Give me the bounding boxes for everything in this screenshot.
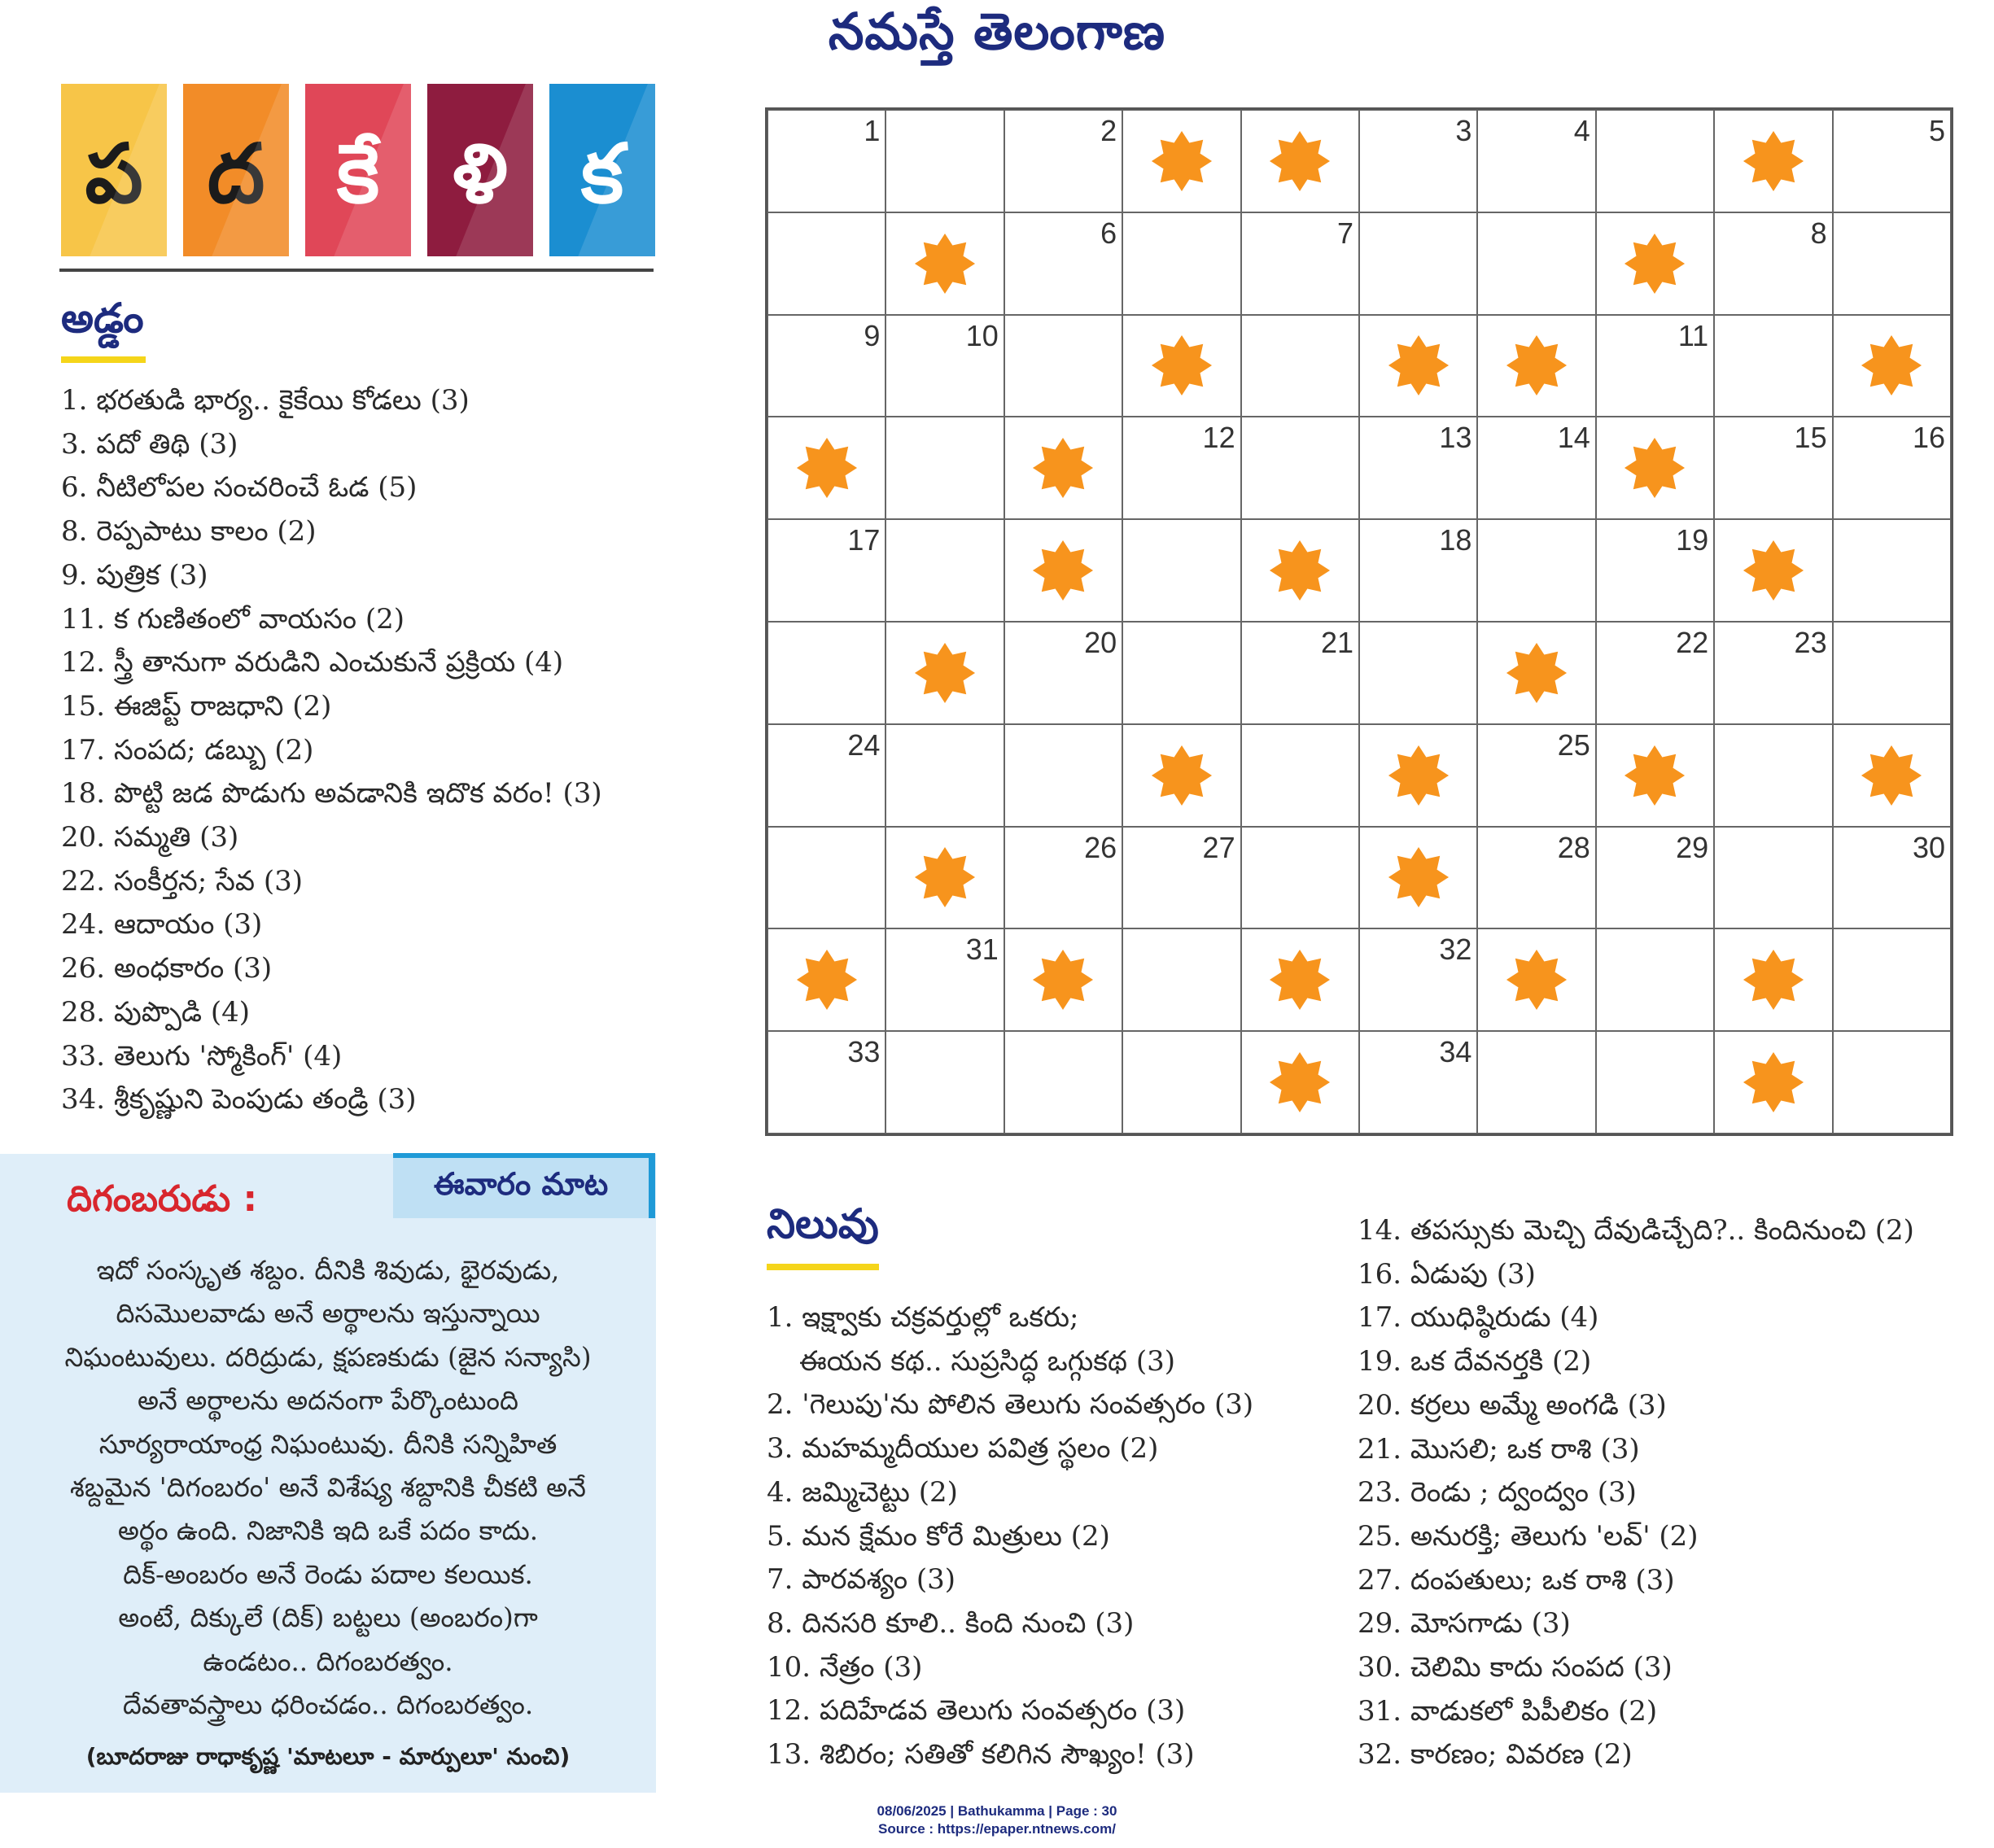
cell-number: 27 xyxy=(1202,830,1235,864)
grid-cell[interactable] xyxy=(1122,417,1240,519)
word-body-line: సూర్యరాయాంధ్ర నిఘంటువు. దీనికి సన్నిహిత xyxy=(98,1428,558,1460)
footer-page-info: 08/06/2025 | Bathukamma | Page : 30 xyxy=(877,1803,1117,1819)
cell-number: 21 xyxy=(1320,626,1353,659)
star-block-cell xyxy=(1714,110,1832,212)
down-clue: 16. ఏడుపు (3) xyxy=(1358,1257,1536,1291)
down-clue: 3. మహమ్మదీయుల పవిత్ర స్థలం (2) xyxy=(767,1432,1159,1466)
across-clue: 22. సంకీర్తన; సేవ (3) xyxy=(61,864,304,898)
grid-cell[interactable] xyxy=(1241,417,1359,519)
down-clue: 21. మొసలి; ఒక రాశి (3) xyxy=(1358,1432,1640,1466)
cell-number: 9 xyxy=(864,318,881,352)
down-clue-list-2 xyxy=(1358,1209,1914,1777)
grid-cell[interactable] xyxy=(1596,315,1714,417)
star-block-cell xyxy=(1596,724,1714,827)
star-block-cell xyxy=(885,827,1004,929)
logo-tile-2: ద xyxy=(183,84,289,256)
logo-tile-3: కే xyxy=(305,84,411,256)
grid-cell[interactable] xyxy=(1241,315,1359,417)
star-block-cell xyxy=(1359,827,1477,929)
cell-number: 12 xyxy=(1202,421,1235,455)
grid-cell[interactable] xyxy=(1359,1031,1477,1134)
grid-cell[interactable] xyxy=(885,1031,1004,1134)
grid-cell[interactable] xyxy=(885,724,1004,827)
down-clue-list-1 xyxy=(767,1296,1253,1777)
grid-cell[interactable] xyxy=(1714,212,1832,315)
cell-number: 1 xyxy=(864,114,881,147)
grid-cell[interactable] xyxy=(1596,827,1714,929)
grid-cell[interactable] xyxy=(767,519,885,622)
word-of-week-source: (బూదరాజు రాధాకృష్ణ 'మాటలూ - మార్పులూ' నుంచి) xyxy=(85,1743,571,1770)
down-clue: 10. నేత్రం (3) xyxy=(767,1650,923,1684)
cell-number: 28 xyxy=(1557,830,1590,864)
star-block-cell xyxy=(1241,1031,1359,1134)
grid-cell[interactable] xyxy=(1596,1031,1714,1134)
grid-cell[interactable] xyxy=(1241,827,1359,929)
down-clue: 30. చెలిమి కాదు సంపద (3) xyxy=(1358,1651,1673,1684)
cell-number: 11 xyxy=(1677,318,1709,352)
cell-number: 32 xyxy=(1439,933,1472,967)
grid-cell[interactable] xyxy=(1596,928,1714,1031)
down-clue: 4. జమ్మిచెట్టు (2) xyxy=(767,1475,958,1509)
down-clue: 8. దినసరి కూలి.. కింది నుంచి (3) xyxy=(767,1606,1135,1640)
down-clue: 29. మోసగాడు (3) xyxy=(1358,1607,1571,1640)
grid-cell[interactable] xyxy=(1122,1031,1240,1134)
word-of-week-body xyxy=(33,1249,623,1727)
grid-cell[interactable] xyxy=(1714,315,1832,417)
logo-tile-1: ప xyxy=(61,84,167,256)
grid-cell[interactable] xyxy=(1241,212,1359,315)
logo-divider xyxy=(59,269,654,272)
cell-number: 2 xyxy=(1100,114,1117,147)
word-body-line: దిసమొలవాడు అనే అర్థాలను ఇస్తున్నాయి xyxy=(116,1298,540,1330)
grid-cell[interactable] xyxy=(1477,827,1595,929)
grid-cell[interactable] xyxy=(767,622,885,724)
grid-cell[interactable] xyxy=(1477,212,1595,315)
star-block-cell xyxy=(1359,315,1477,417)
star-block-cell xyxy=(1833,724,1951,827)
down-clue-line: 1. ఇక్ష్వాకు చక్రవర్తుల్లో ఒకరు; xyxy=(767,1301,1079,1334)
word-body-line: అనే అర్థాలను అదనంగా పేర్కొంటుంది xyxy=(138,1385,518,1417)
grid-cell[interactable] xyxy=(1596,519,1714,622)
across-clue: 33. తెలుగు 'స్మోకింగ్' (4) xyxy=(61,1039,343,1073)
grid-cell[interactable] xyxy=(1833,622,1951,724)
grid-cell[interactable] xyxy=(767,212,885,315)
across-clue: 8. రెప్పపాటు కాలం (2) xyxy=(61,515,317,548)
down-clue: 20. కర్రలు అమ్మే అంగడి (3) xyxy=(1358,1388,1667,1422)
across-clue: 18. పొట్టి జడ పొడుగు అవడానికి ఇదొక వరం! (3) xyxy=(61,777,602,810)
down-clue: 25. అనురక్తి; తెలుగు 'లవ్' (2) xyxy=(1358,1519,1699,1553)
cell-number: 10 xyxy=(965,318,999,352)
grid-cell[interactable] xyxy=(1714,724,1832,827)
grid-cell[interactable] xyxy=(1714,622,1832,724)
grid-cell[interactable] xyxy=(1477,519,1595,622)
cell-number: 29 xyxy=(1676,830,1709,864)
grid-cell[interactable] xyxy=(1004,622,1122,724)
star-block-cell xyxy=(1714,519,1832,622)
down-underline xyxy=(767,1264,879,1270)
across-clue: 11. క గుణితంలో వాయసం (2) xyxy=(61,602,405,636)
cell-number: 25 xyxy=(1557,727,1590,762)
star-block-cell xyxy=(1477,622,1595,724)
word-body-line: ఉండటం.. దిగంబరత్వం. xyxy=(203,1645,453,1677)
word-of-week-title: దిగంబరుడు : xyxy=(67,1178,258,1220)
cell-number: 6 xyxy=(1100,216,1117,250)
cell-number: 26 xyxy=(1084,830,1117,864)
padakelika-logo xyxy=(61,84,655,259)
cell-number: 5 xyxy=(1928,114,1945,147)
star-block-cell xyxy=(1359,724,1477,827)
across-clue: 15. ఈజిప్ట్ రాజధాని (2) xyxy=(61,689,332,723)
across-clue: 9. పుత్రిక (3) xyxy=(61,558,208,592)
grid-cell[interactable] xyxy=(885,928,1004,1031)
down-clue xyxy=(767,1296,1253,1383)
word-body-line: అంటే, దిక్కులే (దిక్) బట్టలు (అంబరం)గా xyxy=(118,1602,538,1634)
grid-cell[interactable] xyxy=(1122,212,1240,315)
cell-number: 34 xyxy=(1439,1035,1472,1069)
across-clue: 17. సంపద; డబ్బు (2) xyxy=(61,733,314,767)
grid-cell[interactable] xyxy=(1122,519,1240,622)
down-clue-line: ఈయన కథ.. సుప్రసిద్ధ ఒగ్గుకథ (3) xyxy=(799,1344,1176,1378)
down-clue: 23. రెండు ; ద్వంద్వం (3) xyxy=(1358,1476,1637,1509)
star-block-cell xyxy=(1004,928,1122,1031)
cell-number: 16 xyxy=(1912,421,1945,455)
across-clue: 26. అంధకారం (3) xyxy=(61,952,273,985)
star-block-cell xyxy=(767,928,885,1031)
star-block-cell xyxy=(767,417,885,519)
cell-number: 30 xyxy=(1912,830,1945,864)
down-clue: 7. పారవశ్యం (3) xyxy=(767,1563,956,1597)
cell-number: 24 xyxy=(847,727,881,762)
star-block-cell xyxy=(1122,110,1240,212)
star-block-cell xyxy=(1833,315,1951,417)
across-heading: అడ్డం xyxy=(61,295,144,342)
grid-cell[interactable] xyxy=(1833,928,1951,1031)
cell-number: 19 xyxy=(1676,523,1709,557)
across-clue: 3. పదో తిథి (3) xyxy=(61,427,238,461)
word-body-line: ఇదో సంస్కృత శబ్దం. దీనికి శివుడు, భైరవుడు, xyxy=(96,1255,560,1286)
star-block-cell xyxy=(1004,519,1122,622)
grid-cell[interactable] xyxy=(885,519,1004,622)
across-clue: 6. నీటిలోపల సంచరించే ఓడ (5) xyxy=(61,471,418,505)
grid-cell[interactable] xyxy=(1004,315,1122,417)
cell-number: 4 xyxy=(1573,114,1590,147)
grid-cell[interactable] xyxy=(767,315,885,417)
grid-cell[interactable] xyxy=(1004,110,1122,212)
grid-cell[interactable] xyxy=(1004,827,1122,929)
cell-number: 7 xyxy=(1336,216,1353,250)
masthead-title: నమస్తే తెలంగాణ xyxy=(828,2,1166,61)
grid-cell[interactable] xyxy=(1359,110,1477,212)
word-body-line: నిఘంటువులు. దరిద్రుడు, క్షపణకుడు (జైన సన్యాసి) xyxy=(64,1341,592,1373)
across-clue: 34. శ్రీకృష్ణుని పెంపుడు తండ్రి (3) xyxy=(61,1083,417,1116)
star-block-cell xyxy=(885,622,1004,724)
grid-cell[interactable] xyxy=(1359,928,1477,1031)
grid-cell[interactable] xyxy=(1833,827,1951,929)
grid-cell[interactable] xyxy=(1359,519,1477,622)
grid-cell[interactable] xyxy=(767,1031,885,1134)
star-block-cell xyxy=(1122,315,1240,417)
grid-cell[interactable] xyxy=(767,827,885,929)
star-block-cell xyxy=(1477,928,1595,1031)
grid-cell[interactable] xyxy=(1359,622,1477,724)
down-clue: 19. ఒక దేవనర్తకి (2) xyxy=(1358,1345,1592,1378)
star-block-cell xyxy=(1122,724,1240,827)
grid-cell[interactable] xyxy=(1833,519,1951,622)
star-block-cell xyxy=(1241,519,1359,622)
cell-number: 18 xyxy=(1439,523,1472,557)
grid-cell[interactable] xyxy=(1477,1031,1595,1134)
down-clue: 17. యుధిష్ఠిరుడు (4) xyxy=(1358,1301,1599,1335)
grid-cell[interactable] xyxy=(1596,110,1714,212)
star-block-cell xyxy=(885,212,1004,315)
grid-cell[interactable] xyxy=(885,315,1004,417)
star-block-cell xyxy=(1241,928,1359,1031)
across-clue: 28. పుప్పొడి (4) xyxy=(61,995,251,1029)
grid-cell[interactable] xyxy=(1477,724,1595,827)
cell-number: 15 xyxy=(1794,421,1827,455)
cell-number: 22 xyxy=(1676,626,1709,659)
grid-cell[interactable] xyxy=(1714,417,1832,519)
grid-cell[interactable] xyxy=(1477,110,1595,212)
star-block-cell xyxy=(1477,315,1595,417)
grid-cell[interactable] xyxy=(1477,417,1595,519)
grid-cell[interactable] xyxy=(1833,110,1951,212)
across-underline xyxy=(61,356,146,363)
grid-cell[interactable] xyxy=(1833,212,1951,315)
grid-cell[interactable] xyxy=(1122,622,1240,724)
across-clue: 20. సమ్మతి (3) xyxy=(61,821,239,854)
cell-number: 13 xyxy=(1439,421,1472,455)
down-clue: 12. పదిహేడవ తెలుగు సంవత్సరం (3) xyxy=(767,1694,1186,1728)
down-clue: 32. కారణం; వివరణ (2) xyxy=(1358,1738,1633,1772)
logo-tile-5: క xyxy=(549,84,655,256)
grid-cell[interactable] xyxy=(1833,1031,1951,1134)
star-block-cell xyxy=(1714,928,1832,1031)
down-clue: 31. వాడుకలో పిపీలికం (2) xyxy=(1358,1694,1658,1728)
grid-cell[interactable] xyxy=(1359,417,1477,519)
down-clue: 14. తపస్సుకు మెచ్చి దేవుడిచ్చేది?.. కిందినుంచి (2) xyxy=(1358,1214,1914,1247)
across-clue-list xyxy=(61,379,602,1122)
cell-number: 31 xyxy=(965,933,999,967)
grid-cell[interactable] xyxy=(885,110,1004,212)
grid-cell[interactable] xyxy=(767,110,885,212)
across-clue: 1. భరతుడి భార్య.. కైకేయి కోడలు (3) xyxy=(61,384,470,417)
across-clue: 24. ఆదాయం (3) xyxy=(61,908,263,941)
star-block-cell xyxy=(1004,417,1122,519)
grid-cell[interactable] xyxy=(767,724,885,827)
star-block-cell xyxy=(1596,417,1714,519)
star-block-cell xyxy=(1241,110,1359,212)
cell-number: 17 xyxy=(847,523,881,557)
grid-cell[interactable] xyxy=(1241,622,1359,724)
star-block-cell xyxy=(1596,212,1714,315)
crossword-grid xyxy=(765,107,1953,1136)
grid-cell[interactable] xyxy=(1004,1031,1122,1134)
down-clue: 27. దంపతులు; ఒక రాశి (3) xyxy=(1358,1563,1675,1597)
down-clue: 5. మన క్షేమం కోరే మిత్రులు (2) xyxy=(767,1519,1110,1553)
grid-cell[interactable] xyxy=(885,417,1004,519)
grid-cell[interactable] xyxy=(1596,622,1714,724)
down-heading: నిలువు xyxy=(767,1200,879,1247)
grid-cell[interactable] xyxy=(1122,827,1240,929)
grid-cell[interactable] xyxy=(1359,212,1477,315)
cell-number: 3 xyxy=(1455,114,1472,147)
grid-cell[interactable] xyxy=(1241,724,1359,827)
word-body-line: దిక్-అంబరం అనే రెండు పదాల కలయిక. xyxy=(123,1558,533,1590)
logo-tile-4: ళి xyxy=(427,84,533,256)
grid-cell[interactable] xyxy=(1004,724,1122,827)
star-block-cell xyxy=(1714,1031,1832,1134)
down-clue: 2. 'గెలుపు'ను పోలిన తెలుగు సంవత్సరం (3) xyxy=(767,1388,1254,1422)
across-clue: 12. స్త్రీ తానుగా వరుడిని ఎంచుకునే ప్రక్రియ (4) xyxy=(61,646,564,679)
cell-number: 33 xyxy=(847,1035,881,1069)
grid-cell[interactable] xyxy=(1833,417,1951,519)
cell-number: 14 xyxy=(1557,421,1590,455)
footer-source: Source : https://epaper.ntnews.com/ xyxy=(878,1821,1116,1837)
grid-cell[interactable] xyxy=(1004,212,1122,315)
word-body-line: అర్థం ఉంది. నిజానికి ఇది ఒకే పదం కాదు. xyxy=(117,1515,539,1547)
cell-number: 23 xyxy=(1794,626,1827,659)
down-clue: 13. శిబిరం; సతితో కలిగిన సౌఖ్యం! (3) xyxy=(767,1738,1195,1772)
cell-number: 20 xyxy=(1084,626,1117,659)
word-body-line: శబ్దమైన 'దిగంబరం' అనే విశేష్య శబ్దానికి చీకటి అనే xyxy=(69,1472,586,1504)
cell-number: 8 xyxy=(1810,216,1827,250)
grid-cell[interactable] xyxy=(1122,928,1240,1031)
word-body-line: దేవతావస్త్రాలు ధరించడం.. దిగంబరత్వం. xyxy=(122,1689,534,1721)
grid-cell[interactable] xyxy=(1714,827,1832,929)
word-of-week-tag: ఈవారం మాట xyxy=(393,1153,655,1218)
